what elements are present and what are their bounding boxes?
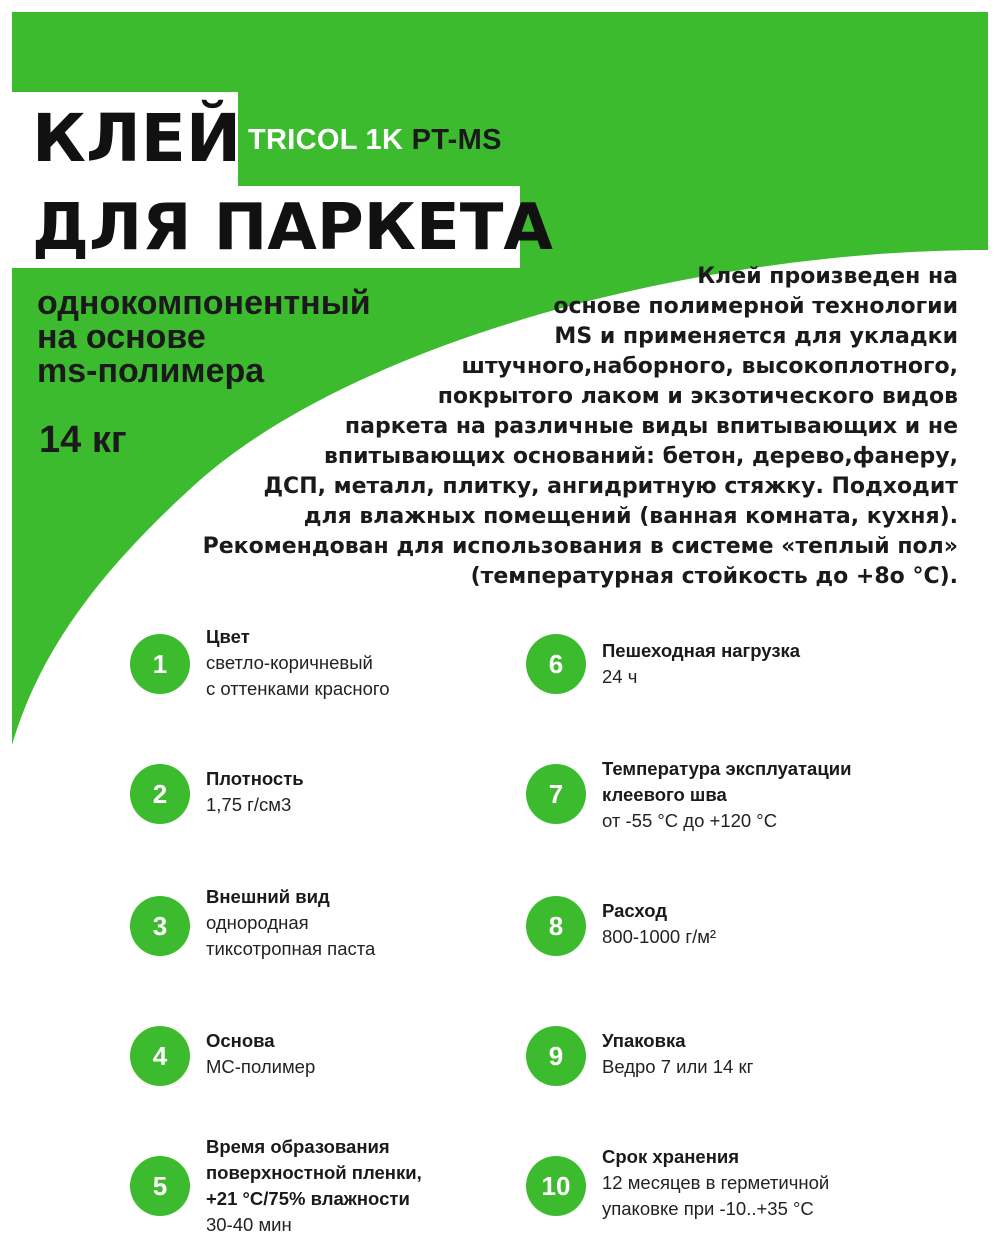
property-text <box>206 766 546 818</box>
description-line: основе полимерной технологии <box>553 294 958 319</box>
number-badge: 8 <box>526 896 586 956</box>
description-line: паркета на различные виды впитывающих и не <box>344 414 958 439</box>
title-line-2: ДЛЯ ПАРКЕТА <box>12 186 520 268</box>
description-line: впитывающих оснований: бетон, дерево,фанеру, <box>323 444 958 469</box>
subtitle-line-2: на основе <box>37 318 206 356</box>
description-line: Клей произведен на <box>697 264 958 289</box>
brand-model: PT-MS <box>411 124 502 156</box>
property-label: Расход <box>602 900 668 921</box>
property-label: Температура эксплуатации клеевого шва <box>602 758 852 805</box>
property-value: однородная тиксотропная паста <box>206 912 376 959</box>
product-brand <box>248 124 502 157</box>
product-description <box>138 262 958 592</box>
property-text <box>602 756 942 834</box>
number-badge: 10 <box>526 1156 586 1216</box>
property-value: от -55 °С до +120 °С <box>602 810 778 831</box>
property-text <box>602 638 942 690</box>
number-badge: 6 <box>526 634 586 694</box>
brand-name: TRICOL 1K <box>248 124 412 156</box>
number-badge: 7 <box>526 764 586 824</box>
number-badge: 1 <box>130 634 190 694</box>
description-line: штучного,наборного, высокоплотного, <box>461 354 958 379</box>
property-text <box>206 884 546 962</box>
property-value: 24 ч <box>602 666 638 687</box>
property-label: Срок хранения <box>602 1146 740 1167</box>
property-text <box>602 898 942 950</box>
property-label: Время образования поверхностной пленки, +21 °С/75% влажности <box>206 1136 422 1209</box>
title-line-1: КЛЕЙ <box>12 92 238 186</box>
number-badge: 9 <box>526 1026 586 1086</box>
property-label: Упаковка <box>602 1030 686 1051</box>
property-label: Плотность <box>206 768 304 789</box>
product-weight: 14 кг <box>39 419 127 461</box>
number-badge: 5 <box>130 1156 190 1216</box>
property-label: Цвет <box>206 626 250 647</box>
number-badge: 3 <box>130 896 190 956</box>
property-label: Пешеходная нагрузка <box>602 640 801 661</box>
property-label: Внешний вид <box>206 886 330 907</box>
number-badge: 2 <box>130 764 190 824</box>
description-line: (температурная стойкость до +8о °С). <box>470 564 958 589</box>
property-text <box>206 1028 546 1080</box>
description-line: для влажных помещений (ванная комната, кухня). <box>303 504 958 529</box>
property-text <box>602 1028 942 1080</box>
number-badge: 4 <box>130 1026 190 1086</box>
property-value: 12 месяцев в герметичной упаковке при -10..+35 °С <box>602 1172 830 1219</box>
property-label: Основа <box>206 1030 275 1051</box>
property-value: 800-1000 г/м² <box>602 926 717 947</box>
property-text <box>206 1134 546 1238</box>
property-value: 30-40 мин <box>206 1214 292 1235</box>
property-text <box>602 1144 942 1222</box>
description-line: покрытого лаком и экзотического видов <box>437 384 958 409</box>
property-value: МС-полимер <box>206 1056 316 1077</box>
subtitle-line-1: однокомпонентный <box>37 284 371 322</box>
property-text <box>206 624 546 702</box>
subtitle-line-3: ms-полимера <box>37 352 265 390</box>
property-value: Ведро 7 или 14 кг <box>602 1056 754 1077</box>
description-line: ДСП, металл, плитку, ангидритную стяжку. Подходит <box>263 474 958 499</box>
property-value: 1,75 г/см3 <box>206 794 292 815</box>
description-line: MS и применяется для укладки <box>554 324 958 349</box>
description-line: Рекомендован для использования в системе «теплый пол» <box>202 534 958 559</box>
property-value: светло-коричневый с оттенками красного <box>206 652 390 699</box>
